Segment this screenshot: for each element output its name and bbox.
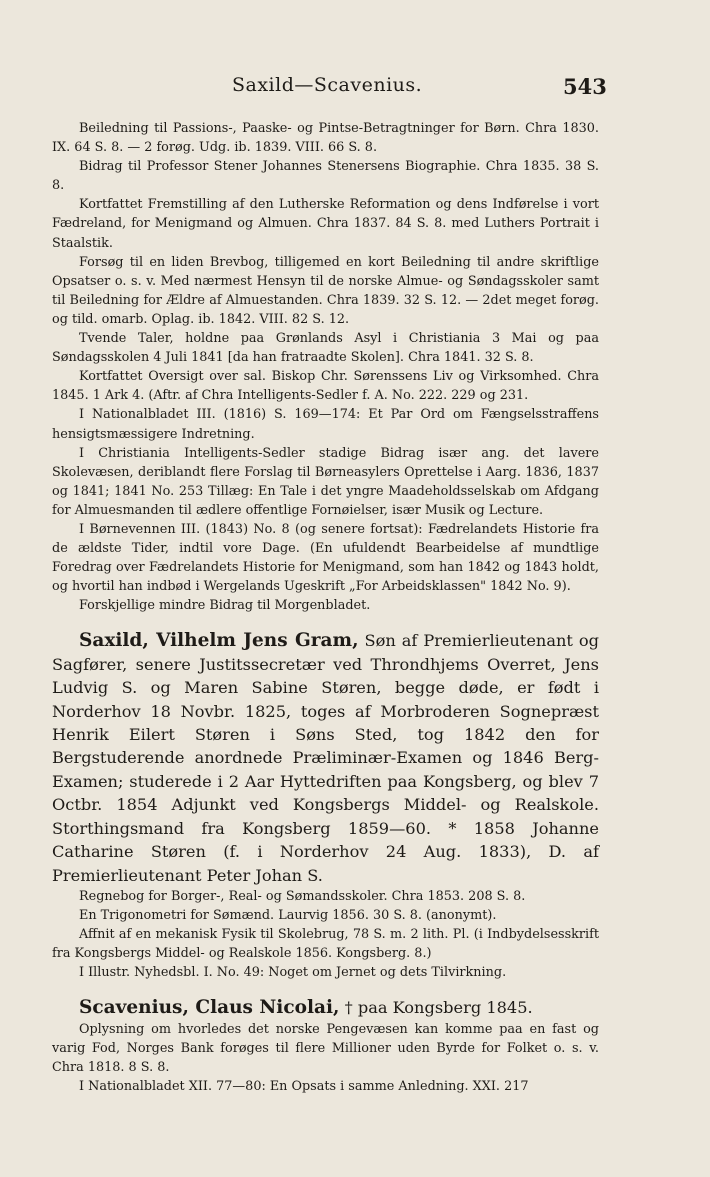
bibliography-item: Beiledning til Passions-, Paaske- og Pintse-Betragtninger for Børn. Chra 1830. IX. 64 S. 8. — 2 forøg. Udg. ib. 1839. VIII. 66 S. 8.: [52, 121, 599, 156]
bibliography-item: Tvende Taler, holdne paa Grønlands Asyl i Christiania 3 Mai og paa Søndagsskolen 4 Juli 1841 [da han fratraadte Skolen]. Chra 1841. 32 S. 8.: [52, 331, 599, 366]
bibliography-item: I Børnevennen III. (1843) No. 8 (og senere fortsat): Fædrelandets Historie fra de ældste Tider, indtil vore Dage. (En ufuldendt Bearbeidelse af mundtlige Foredrag over Fædrelandets Historie for Menigmand, som han 1842 og 1843 holdt, og hvortil han indbød i Wergelands Ugeskrift „For Arbeidsklassen" 1842 No. 9).: [52, 521, 599, 595]
entry-heading: Scavenius, Claus Nicolai,: [79, 997, 340, 1019]
bibliography-item: I Nationalbladet III. (1816) S. 169—174: Et Par Ord om Fængselsstraffens hensigtsmæssigere Indretning.: [52, 407, 599, 442]
bibliography-item: Regnebog for Borger-, Real- og Sømandsskoler. Chra 1853. 208 S. 8.: [79, 888, 526, 904]
entry-biography: Søn af Premierlieutenant og Sagfører, senere Justitssecretær ved Throndhjems Overret, Jens Ludvig S. og Maren Sabine Støren, begge døde, er født i Norderhov 18 Novbr. 1825, toges af Morbroderen Sognepræst Henrik Eilert Støren i Søns Sted, tog 1842 den for Bergstuderende anordnede Præliminær-Examen og 1846 Berg-Examen; studerede i 2 Aar Hyttedriften paa Kongsberg, og blev 7 Octbr. 1854 Adjunkt ved Kongsbergs Middel- og Realskole. Storthingsmand fra Kongsberg 1859—60. * 1858 Johanne Catharine Støren (f. i Norderhov 24 Aug. 1833), D. af Premierlieutenant Peter Johan S.: [52, 631, 599, 885]
entry-biography: † paa Kongsberg 1845.: [344, 998, 533, 1018]
bibliography-item: Bidrag til Professor Stener Johannes Stenersens Biographie. Chra 1835. 38 S. 8.: [52, 159, 599, 194]
biography-entry-scavenius: [52, 996, 599, 1019]
running-title: Saxild—Scavenius.: [232, 74, 423, 96]
page-number: 543: [563, 74, 607, 99]
bibliography-item: I Nationalbladet XII. 77—80: En Opsats i samme Anledning. XXI. 217: [79, 1079, 529, 1095]
page-body: [52, 119, 599, 1096]
bibliography-item: En Trigonometri for Sømænd. Laurvig 1856. 30 S. 8. (anonymt).: [79, 908, 497, 923]
biography-entry-saxild: [52, 629, 599, 886]
bibliography-item: Affnit af en mekanisk Fysik til Skolebrug, 78 S. m. 2 lith. Pl. (i Indbydelsesskrift fra Kongsbergs Middel- og Realskole 1856. Kongsberg. 8.): [52, 927, 599, 962]
bibliography-item: Kortfattet Fremstilling af den Lutherske Reformation og dens Indførelse i vort Fædreland, for Menigmand og Almuen. Chra 1837. 84 S. 8. med Luthers Portrait i Staalstik.: [52, 197, 599, 251]
bibliography-item: Kortfattet Oversigt over sal. Biskop Chr. Sørenssens Liv og Virksomhed. Chra 1845. 1 Ark 4. (Aftr. af Chra Intelligents-Sedler f. A. No. 222. 229 og 231.: [52, 369, 599, 404]
bibliography-item: Forskjellige mindre Bidrag til Morgenbladet.: [79, 598, 371, 614]
entry-heading: Saxild, Vilhelm Jens Gram,: [79, 630, 359, 652]
bibliography-item: Oplysning om hvorledes det norske Pengevæsen kan komme paa en fast og varig Fod, Norges Bank forøges til flere Millioner uden Byrde for Folket o. s. v. Chra 1818. 8 S. 8.: [52, 1021, 599, 1075]
bibliography-item: I Illustr. Nyhedsbl. I. No. 49: Noget om Jernet og dets Tilvirkning.: [79, 965, 507, 981]
page-header: [0, 74, 710, 102]
bibliography-item: Forsøg til en liden Brevbog, tilligemed en kort Beiledning til andre skriftlige Opsatser o. s. v. Med nærmest Hensyn til de norske Almue- og Søndagsskoler samt til Beiledning for Ældre af Almuestanden. Chra 1839. 32 S. 12. — 2det meget forøg. og tild. omarb. Oplag. ib. 1842. VIII. 82 S. 12.: [52, 254, 599, 327]
bibliography-item: I Christiania Intelligents-Sedler stadige Bidrag især ang. det lavere Skolevæsen, deriblandt flere Forslag til Børneasylers Oprettelse i Aarg. 1836, 1837 og 1841; 1841 No. 253 Tillæg: En Tale i det yngre Maadeholdsselskab om Afdgang for Almuesmanden til ædlere offentlige Fornøielser, især Musik og Lecture.: [52, 445, 599, 518]
